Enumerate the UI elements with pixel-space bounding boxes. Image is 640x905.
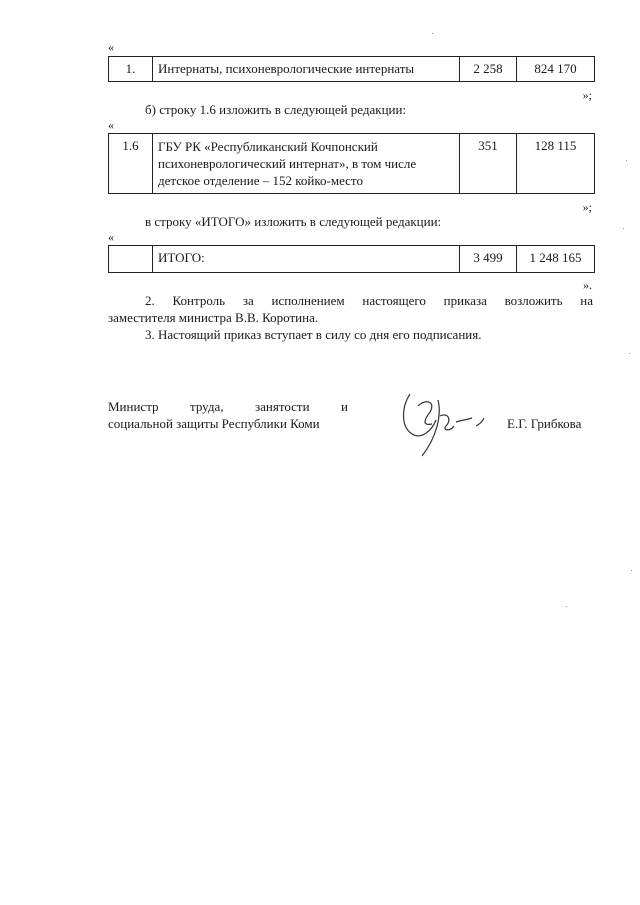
quote-open-1: « (108, 40, 114, 54)
row-name: ИТОГО: (153, 246, 460, 273)
row-name (153, 134, 460, 194)
signatory-position-line-2: социальной защиты Республики Коми (108, 416, 320, 431)
row-beds: 2 258 (460, 57, 517, 82)
row-beds: 351 (460, 134, 517, 194)
scan-speck (629, 353, 630, 354)
table-row-itogo (108, 245, 595, 273)
quote-open-3: « (108, 230, 114, 244)
row-number: 1. (109, 57, 153, 82)
item-2-line-1: 2. Контроль за исполнением настоящего приказа возложить на (145, 293, 593, 308)
item-3: 3. Настоящий приказ вступает в силу со дня его подписания. (145, 327, 482, 342)
row-beds: 3 499 (460, 246, 517, 273)
para-b: б) строку 1.6 изложить в следующей редакции: (145, 102, 407, 117)
row-number: 1.6 (109, 134, 153, 194)
quote-close-1: »; (582, 88, 592, 102)
row-amount: 1 248 165 (517, 246, 595, 273)
signatory-name: Е.Г. Грибкова (507, 416, 582, 431)
item-2-line-2: заместителя министра В.В. Коротина. (108, 310, 319, 325)
row-number (109, 246, 153, 273)
scan-speck (623, 228, 624, 229)
scan-speck (626, 160, 627, 161)
scan-speck (566, 606, 567, 607)
para-itogo: в строку «ИТОГО» изложить в следующей редакции: (145, 214, 442, 229)
row-name-line: психоневрологический интернат», в том числе (158, 156, 417, 171)
quote-open-2: « (108, 118, 114, 132)
quote-close-2: »; (582, 200, 592, 214)
handwritten-signature (392, 386, 502, 466)
row-amount: 824 170 (517, 57, 595, 82)
scan-speck (432, 33, 433, 34)
table-row-1 (108, 56, 595, 82)
scan-speck (631, 570, 632, 571)
table-row-2 (108, 133, 595, 194)
quote-close-3: ». (583, 278, 592, 292)
row-name: Интернаты, психоневрологические интернаты (153, 57, 460, 82)
row-name-line: детское отделение – 152 койко-место (158, 173, 363, 188)
row-amount: 128 115 (517, 134, 595, 194)
signatory-position-line-1: Министр труда, занятости и (108, 399, 348, 414)
row-name-line: ГБУ РК «Республиканский Кочпонский (158, 139, 378, 154)
